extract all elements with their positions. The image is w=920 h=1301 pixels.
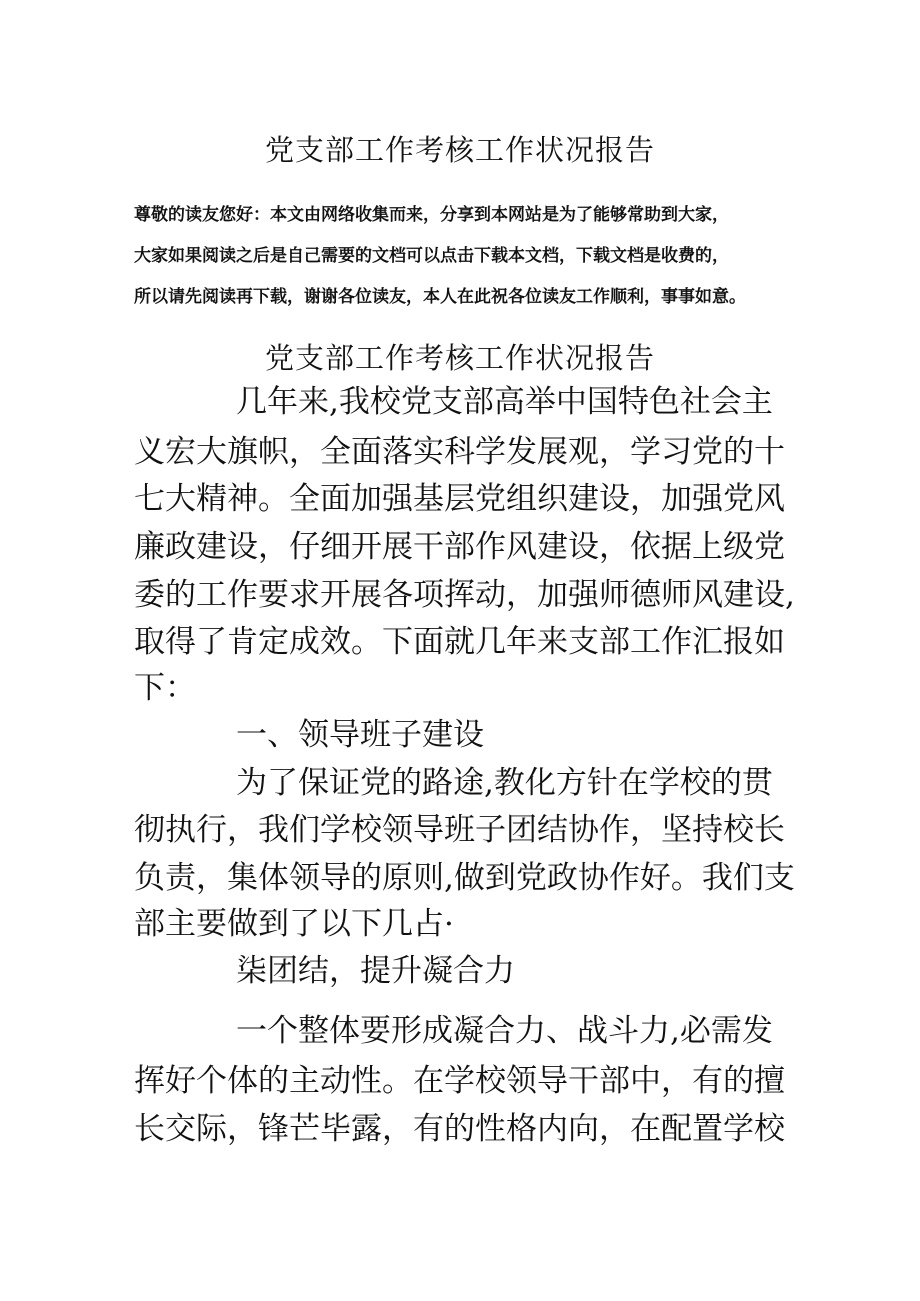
- paragraph-1-line: 取得了肯定成效。下面就几年来支部工作汇报如: [134, 624, 785, 660]
- paragraph-1-line: 七大精神。全面加强基层党组织建设，加强党风: [134, 481, 785, 517]
- paragraph-3-line: 挥好个体的主动性。在学校领导干部中，有的擅: [134, 1063, 785, 1099]
- paragraph-3-line: 一个整体要形成凝合力、战斗力,必需发: [236, 1013, 773, 1049]
- section-heading-1: 一、领导班子建设: [236, 717, 484, 753]
- paragraph-1-line: 义宏大旗帜，全面落实科学发展观，学习党的十: [134, 434, 785, 470]
- paragraph-2-line: 部主要做到了以下几占·: [134, 906, 454, 942]
- notice-line-3: 所以请先阅读再下载，谢谢各位读友，本人在此祝各位读友工作顺利，事事如意。: [134, 287, 746, 307]
- document-subtitle: 党支部工作考核工作状况报告: [264, 341, 655, 375]
- paragraph-2-line: 为了保证党的路途,教化方针在学校的贯: [236, 765, 773, 801]
- section-heading-2: 柒团结，提升凝合力: [236, 953, 515, 989]
- paragraph-2-line: 负责，集体领导的原则,做到党政协作好。我们支: [134, 860, 795, 896]
- notice-line-2: 大家如果阅读之后是自己需要的文档可以点击下载本文档，下载文档是收费的，: [134, 246, 729, 266]
- paragraph-1-line: 廉政建设，仔细开展干部作风建设，依据上级党: [134, 529, 785, 565]
- document-title: 党支部工作考核工作状况报告: [264, 133, 655, 167]
- notice-line-1: 尊敬的读友您好：本文由网络收集而来，分享到本网站是为了能够常助到大家，: [134, 205, 729, 225]
- paragraph-1-line: 下：: [134, 670, 196, 706]
- paragraph-2-line: 彻执行，我们学校领导班子团结协作，坚持校长: [134, 812, 785, 848]
- paragraph-1-line: 几年来,我校党支部高举中国特色社会主: [236, 384, 773, 420]
- paragraph-3-line: 长交际，锋芒毕露，有的性格内向，在配置学校: [134, 1111, 785, 1147]
- paragraph-1-line: 委的工作要求开展各项挥动，加强师德师风建设,: [134, 577, 795, 613]
